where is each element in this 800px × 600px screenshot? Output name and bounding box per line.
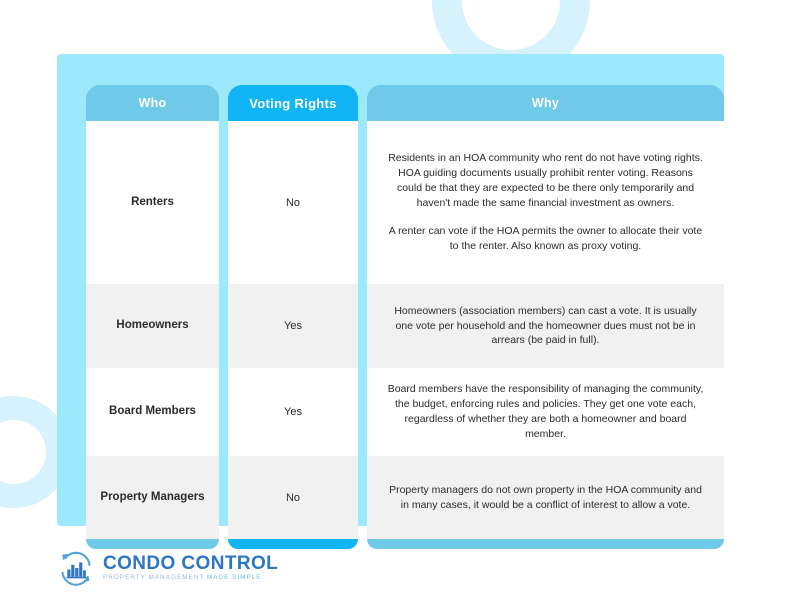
- table-row: [86, 456, 219, 539]
- table-row: [228, 368, 358, 456]
- cell-vote-homeowners: Yes: [284, 320, 302, 332]
- table-row: [86, 368, 219, 456]
- cell-why-board-members-paragraph-1: Board members have the responsibility of managing the community, the budget, enforcing rules and policies. They get one vote each, regardless of whether they are both a homeowner and board member.: [387, 383, 704, 440]
- voting-rights-table: [86, 85, 724, 523]
- table-row: [86, 284, 219, 368]
- column-footer-why: [367, 539, 724, 549]
- cell-why-renters-paragraph-2: A renter can vote if the HOA permits the owner to allocate their vote to the renter. Also known as proxy voting.: [388, 224, 703, 252]
- logo-company-name: CONDO CONTROL: [103, 553, 279, 575]
- logo-text-block: [103, 554, 278, 582]
- cell-who-renters: Renters: [131, 195, 174, 208]
- cell-why-renters: [387, 151, 705, 253]
- table-row: [367, 284, 724, 368]
- column-who: [86, 85, 219, 549]
- table-row: [367, 121, 724, 284]
- condo-building-circle-icon: [57, 549, 95, 587]
- table-row: [367, 368, 724, 456]
- logo-tagline-accent: MADE SIMPLE: [206, 574, 262, 581]
- column-header-who: Who: [86, 85, 219, 121]
- column-header-voting-rights: Voting Rights: [228, 85, 358, 121]
- column-header-why: Why: [367, 85, 724, 121]
- cell-why-property-managers-paragraph-1: Property managers do not own property in the HOA community and in many cases, it would be a conflict of interest to allow a vote.: [389, 483, 702, 511]
- column-body-voting-rights: [228, 121, 358, 539]
- logo-tagline-primary: PROPERTY MANAGEMENT: [103, 574, 207, 581]
- table-row: [228, 456, 358, 539]
- cell-who-board-members: Board Members: [109, 405, 196, 418]
- cell-vote-board-members: Yes: [284, 406, 302, 418]
- table-row: [86, 121, 219, 284]
- column-body-why: [367, 121, 724, 539]
- column-why: [367, 85, 724, 549]
- table-row: [367, 456, 724, 539]
- cell-why-property-managers: [387, 483, 705, 513]
- cell-who-property-managers: Property Managers: [100, 490, 205, 503]
- condo-control-logo: [57, 549, 278, 587]
- cell-why-board-members: [387, 382, 705, 442]
- cell-vote-property-managers: No: [285, 491, 301, 504]
- cell-who-homeowners: Homeowners: [116, 319, 189, 332]
- cell-vote-renters: No: [285, 196, 301, 209]
- cell-why-homeowners-paragraph-1: Homeowners (association members) can cast a vote. It is usually one vote per household and the homeowner dues must not be in arrears (be paid in full).: [394, 304, 697, 347]
- table-row: [228, 284, 358, 368]
- column-footer-who: [86, 539, 219, 549]
- column-footer-voting-rights: [228, 539, 358, 549]
- cell-why-renters-paragraph-1: Residents in an HOA community who rent do not have voting rights. HOA guiding documents usually prohibit renter voting. Reasons could be that they are expected to be there only temporarily and haven't made the same financial investment as owners.: [388, 152, 703, 209]
- table-row: [228, 121, 358, 284]
- column-body-who: [86, 121, 219, 539]
- column-voting-rights: [228, 85, 358, 549]
- cell-why-homeowners: [387, 304, 705, 349]
- logo-tagline: [103, 575, 278, 582]
